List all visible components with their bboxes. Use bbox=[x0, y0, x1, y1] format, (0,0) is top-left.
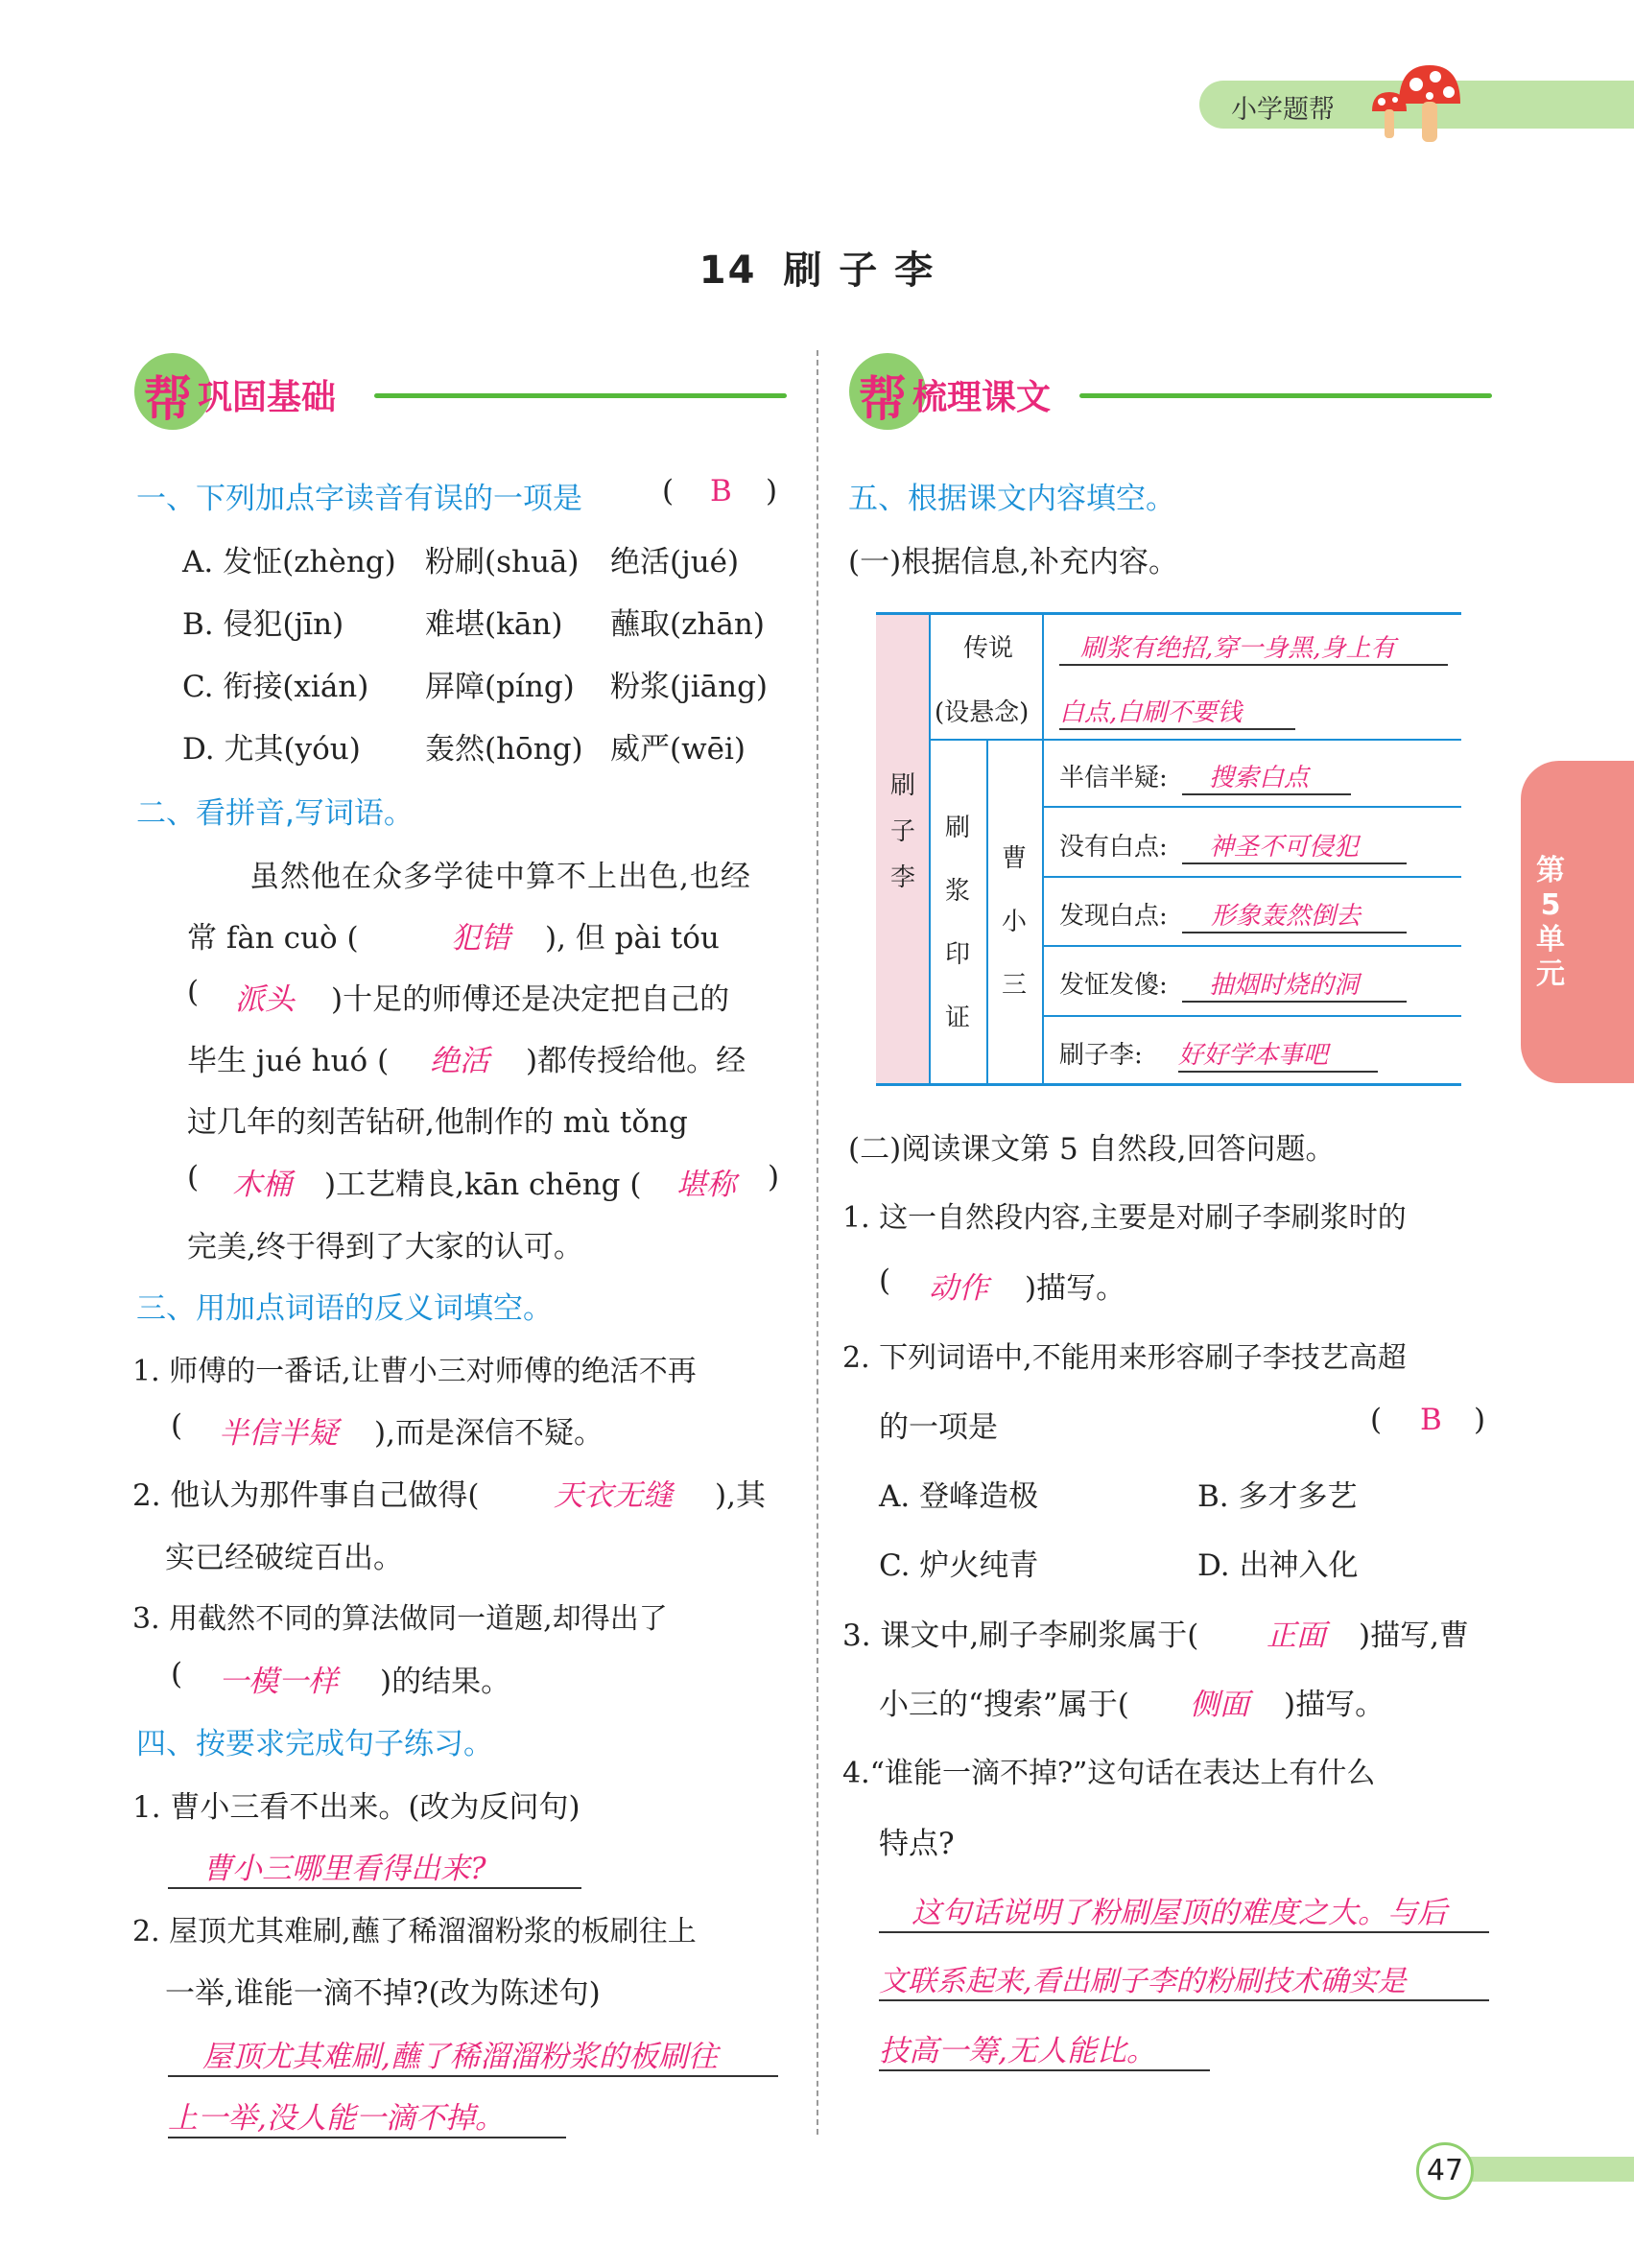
q3-answer: 一模一样 bbox=[219, 1665, 338, 1699]
table-row-label: 刷子李: bbox=[1059, 1041, 1143, 1070]
table-row-answer: 搜索白点 bbox=[1182, 758, 1351, 795]
q5-heading: 五、根据课文内容填空。 bbox=[848, 482, 1175, 516]
q5-answer: 技高一筹,无人能比。 bbox=[879, 2026, 1210, 2071]
q3-item: 实已经破绽百出。 bbox=[165, 1541, 403, 1575]
q1-option: 屏障(píng) bbox=[425, 670, 575, 704]
q2-heading: 二、看拼音,写词语。 bbox=[136, 796, 414, 831]
table-legend-label: 传说 bbox=[963, 634, 1014, 663]
q2-answer: 堪称 bbox=[676, 1168, 736, 1202]
q5-answer: 这句话说明了粉刷屋顶的难度之大。与后 bbox=[879, 1888, 1489, 1933]
q2-line: ), 但 pài tóu bbox=[545, 921, 720, 956]
left-section-header bbox=[134, 353, 787, 430]
q5-item: 4.“谁能一滴不掉?”这句话在表达上有什么 bbox=[842, 1757, 1376, 1790]
q1-option: 蘸取(zhān) bbox=[610, 607, 765, 642]
q1-option: D. 尤其(yóu) bbox=[182, 732, 361, 767]
q4-answer: 屋顶尤其难刷,蘸了稀溜溜粉浆的板刷往 bbox=[168, 2032, 778, 2077]
q5-paren-open: ( bbox=[1370, 1403, 1383, 1437]
q1-paren-close: ) bbox=[766, 474, 778, 508]
q5-item: 小三的“搜索”属于( bbox=[879, 1688, 1129, 1722]
column-divider bbox=[817, 350, 818, 2135]
section-rule bbox=[374, 393, 787, 398]
table-row-answer: 形象轰然倒去 bbox=[1182, 896, 1407, 933]
q1-heading: 一、下列加点字读音有误的一项是 bbox=[136, 482, 582, 516]
right-section-header bbox=[849, 353, 1492, 430]
q4-item: 一举,谁能一滴不掉?(改为陈述句) bbox=[165, 1976, 601, 2011]
table-side-label: 刷子李 bbox=[889, 771, 915, 892]
q5-paren-close: ) bbox=[1474, 1403, 1486, 1437]
table-rule bbox=[1042, 1015, 1461, 1017]
q4-answer: 上一举,没人能一滴不掉。 bbox=[168, 2093, 566, 2138]
q2-line: )工艺精良,kān chēng ( bbox=[324, 1168, 642, 1202]
q5-item: 的一项是 bbox=[879, 1410, 998, 1445]
table-row-label: 发现白点: bbox=[1059, 902, 1168, 931]
table-row-answer: 好好学本事吧 bbox=[1178, 1035, 1378, 1073]
section-label: 梳理课文 bbox=[912, 378, 1052, 417]
q5-item: )描写。 bbox=[1284, 1688, 1385, 1722]
q2-line: 过几年的刻苦钻研,他制作的 mù tǒng bbox=[187, 1105, 688, 1140]
q5-item: )描写。 bbox=[1025, 1271, 1126, 1306]
q5-option: C. 炉火纯青 bbox=[879, 1548, 1039, 1583]
q2-answer: 木桶 bbox=[232, 1168, 292, 1202]
q5-answer: 正面 bbox=[1267, 1618, 1326, 1653]
unit-tab-label: 第5单元 bbox=[1536, 854, 1565, 991]
q2-line: 虽然他在众多学徒中算不上出色,也经 bbox=[249, 860, 751, 894]
q5-option: D. 出神入化 bbox=[1197, 1548, 1359, 1583]
table-legend-answer: 刷浆有绝招,穿一身黑,身上有 bbox=[1059, 628, 1448, 666]
table-row-answer: 神圣不可侵犯 bbox=[1182, 827, 1407, 864]
table-rule bbox=[986, 739, 988, 1084]
q5-answer: 侧面 bbox=[1190, 1688, 1249, 1722]
q2-line: 常 fàn cuò ( bbox=[187, 921, 359, 956]
table-row-answer: 抽烟时烧的洞 bbox=[1182, 965, 1407, 1003]
q2-line: 毕生 jué huó ( bbox=[187, 1044, 390, 1078]
q2-line: 完美,终于得到了大家的认可。 bbox=[187, 1230, 583, 1264]
section-label: 巩固基础 bbox=[198, 378, 337, 417]
q2-answer: 犯错 bbox=[451, 921, 510, 956]
table-rule bbox=[1042, 945, 1461, 947]
q3-item: 3. 用截然不同的算法做同一道题,却得出了 bbox=[132, 1602, 668, 1636]
q4-item: 1. 曹小三看不出来。(改为反问句) bbox=[132, 1790, 580, 1825]
table-group-label: 刷浆印证 bbox=[944, 814, 970, 1032]
section-badge: 帮 bbox=[144, 371, 192, 427]
section-badge: 帮 bbox=[859, 371, 907, 427]
page-number: 47 bbox=[1416, 2142, 1474, 2200]
q1-option: 威严(wēi) bbox=[610, 732, 746, 767]
q1-option: B. 侵犯(jīn) bbox=[182, 607, 344, 642]
q1-option: 轰然(hōng) bbox=[425, 732, 583, 767]
table-rule bbox=[1042, 806, 1461, 808]
q3-answer: 天衣无缝 bbox=[554, 1478, 673, 1513]
table-rule bbox=[876, 1083, 1461, 1086]
q5-answer: 动作 bbox=[929, 1271, 988, 1306]
q3-item: 2. 他认为那件事自己做得( bbox=[132, 1478, 480, 1513]
table-rule bbox=[1042, 614, 1044, 1084]
table-legend-answer: 白点,白刷不要钱 bbox=[1059, 693, 1295, 730]
section-rule bbox=[1079, 393, 1492, 398]
q2-answer: 派头 bbox=[235, 982, 295, 1017]
table-row-label: 没有白点: bbox=[1059, 833, 1168, 862]
table-rule bbox=[876, 612, 1461, 615]
q1-option: 绝活(jué) bbox=[610, 545, 740, 579]
q2-line: )都传授给他。经 bbox=[526, 1044, 746, 1078]
q1-option: C. 衔接(xián) bbox=[182, 670, 369, 704]
q2-line: )十足的师傅还是决定把自己的 bbox=[331, 982, 730, 1017]
q5-item: 特点? bbox=[879, 1827, 955, 1861]
q1-option: 难堪(kān) bbox=[425, 607, 563, 642]
q3-item: ( bbox=[171, 1657, 183, 1691]
q5-option: A. 登峰造极 bbox=[879, 1479, 1039, 1514]
table-row-label: 发怔发傻: bbox=[1059, 971, 1168, 1000]
q4-item: 2. 屋顶尤其难刷,蘸了稀溜溜粉浆的板刷往上 bbox=[132, 1915, 697, 1949]
q2-line: ( bbox=[187, 1160, 200, 1194]
table-legend-note: (设悬念) bbox=[935, 698, 1030, 727]
q2-answer: 绝活 bbox=[430, 1044, 489, 1078]
table-rule bbox=[1042, 876, 1461, 878]
q5-answer: B bbox=[1420, 1403, 1442, 1437]
q1-option: 粉刷(shuā) bbox=[425, 545, 580, 579]
q1-answer: B bbox=[710, 474, 732, 508]
page-title bbox=[0, 240, 1634, 295]
lesson-name: 刷 子 李 bbox=[783, 248, 935, 293]
q5-item: ( bbox=[879, 1264, 891, 1298]
q3-answer: 半信半疑 bbox=[219, 1416, 338, 1451]
brand-label: 小学题帮 bbox=[1231, 95, 1335, 125]
table-rule bbox=[929, 739, 1461, 741]
q2-line: ( bbox=[187, 975, 200, 1009]
lesson-number: 14 bbox=[699, 248, 757, 293]
q1-paren-open: ( bbox=[662, 474, 675, 508]
q5-item: 3. 课文中,刷子李刷浆属于( bbox=[842, 1618, 1199, 1653]
table-row-label: 半信半疑: bbox=[1059, 764, 1168, 792]
q3-item: 1. 师傅的一番话,让曹小三对师傅的绝活不再 bbox=[132, 1355, 697, 1388]
q3-heading: 三、用加点词语的反义词填空。 bbox=[136, 1291, 553, 1326]
q4-answer: 曹小三哪里看得出来? bbox=[168, 1844, 581, 1889]
q5-sub1: (一)根据信息,补充内容。 bbox=[848, 545, 1179, 579]
q5-answer: 文联系起来,看出刷子李的粉刷技术确实是 bbox=[879, 1957, 1489, 2001]
q5-item: )描写,曹 bbox=[1359, 1618, 1469, 1653]
mushroom-icon bbox=[1353, 56, 1468, 147]
q3-item: ),其 bbox=[715, 1478, 766, 1513]
q4-heading: 四、按要求完成句子练习。 bbox=[136, 1727, 493, 1761]
q5-option: B. 多才多艺 bbox=[1197, 1479, 1358, 1514]
q3-item: )的结果。 bbox=[380, 1665, 511, 1699]
q3-item: ( bbox=[171, 1408, 183, 1443]
q5-sub2: (二)阅读课文第 5 自然段,回答问题。 bbox=[848, 1132, 1336, 1167]
q1-option: A. 发怔(zhèng) bbox=[182, 545, 396, 579]
q2-line: ) bbox=[768, 1160, 780, 1194]
q1-option: 粉浆(jiāng) bbox=[610, 670, 769, 704]
table-rule bbox=[929, 614, 931, 1084]
q3-item: ),而是深信不疑。 bbox=[374, 1416, 604, 1451]
table-person-label: 曹小三 bbox=[1001, 844, 1027, 1000]
q5-item: 1. 这一自然段内容,主要是对刷子李刷浆时的 bbox=[842, 1201, 1407, 1235]
q5-item: 2. 下列词语中,不能用来形容刷子李技艺高超 bbox=[842, 1341, 1407, 1375]
